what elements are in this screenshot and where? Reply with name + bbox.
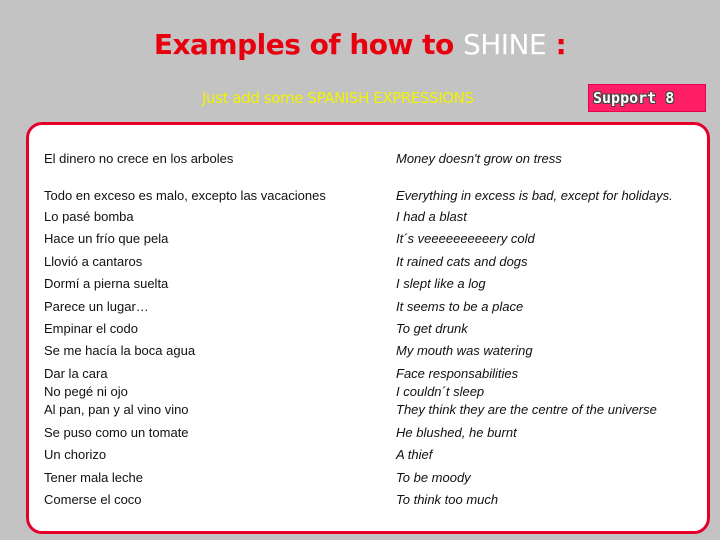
spanish-expression: Un chorizo — [44, 447, 107, 462]
english-translation: My mouth was watering — [396, 343, 533, 358]
spanish-expression: Tener mala leche — [44, 470, 143, 485]
english-translation: Everything in excess is bad, except for holidays. — [396, 188, 673, 203]
support-badge: Support 8 — [588, 84, 706, 112]
spanish-expression: Comerse el coco — [44, 492, 142, 507]
title-highlight: SHINE — [462, 28, 547, 61]
spanish-expression: El dinero no crece en los arboles — [44, 151, 234, 166]
english-translation: It´s veeeeeeeeeery cold — [396, 231, 535, 246]
english-translation: It rained cats and dogs — [396, 254, 528, 269]
english-translation: I slept like a log — [396, 276, 486, 291]
title-end: : — [546, 28, 567, 61]
title-main: Examples of how to — [153, 28, 463, 61]
spanish-expression: Lo pasé bomba — [44, 209, 134, 224]
spanish-expression: Llovió a cantaros — [44, 254, 143, 269]
english-translation: To think too much — [396, 492, 499, 507]
spanish-expression: Hace un frío que pela — [44, 231, 169, 246]
page-title — [0, 28, 720, 61]
english-translation: I had a blast — [396, 209, 467, 224]
english-translation: To be moody — [396, 470, 471, 485]
spanish-expression: Se me hacía la boca agua — [44, 343, 196, 358]
english-translation: He blushed, he burnt — [396, 425, 517, 440]
english-translation: To get drunk — [396, 321, 468, 336]
spanish-expression: Todo en exceso es malo, excepto las vacaciones — [44, 188, 326, 203]
spanish-expression: Se puso como un tomate — [44, 425, 189, 440]
subtitle: Just add some SPANISH EXPRESSIONS — [202, 89, 474, 107]
spanish-expression: Empinar el codo — [44, 321, 138, 336]
spanish-expression: Dormí a pierna suelta — [44, 276, 169, 291]
english-translation: A thief — [396, 447, 433, 462]
spanish-expression: Parece un lugar… — [44, 299, 149, 314]
english-translation: It seems to be a place — [396, 299, 524, 314]
english-translation: Money doesn't grow on tress — [396, 151, 562, 166]
english-translation: Face responsabilities I couldn´t sleep They think they are the centre of the universe — [396, 366, 657, 417]
spanish-expression: Dar la cara No pegé ni ojo Al pan, pan y al vino vino — [44, 366, 189, 417]
